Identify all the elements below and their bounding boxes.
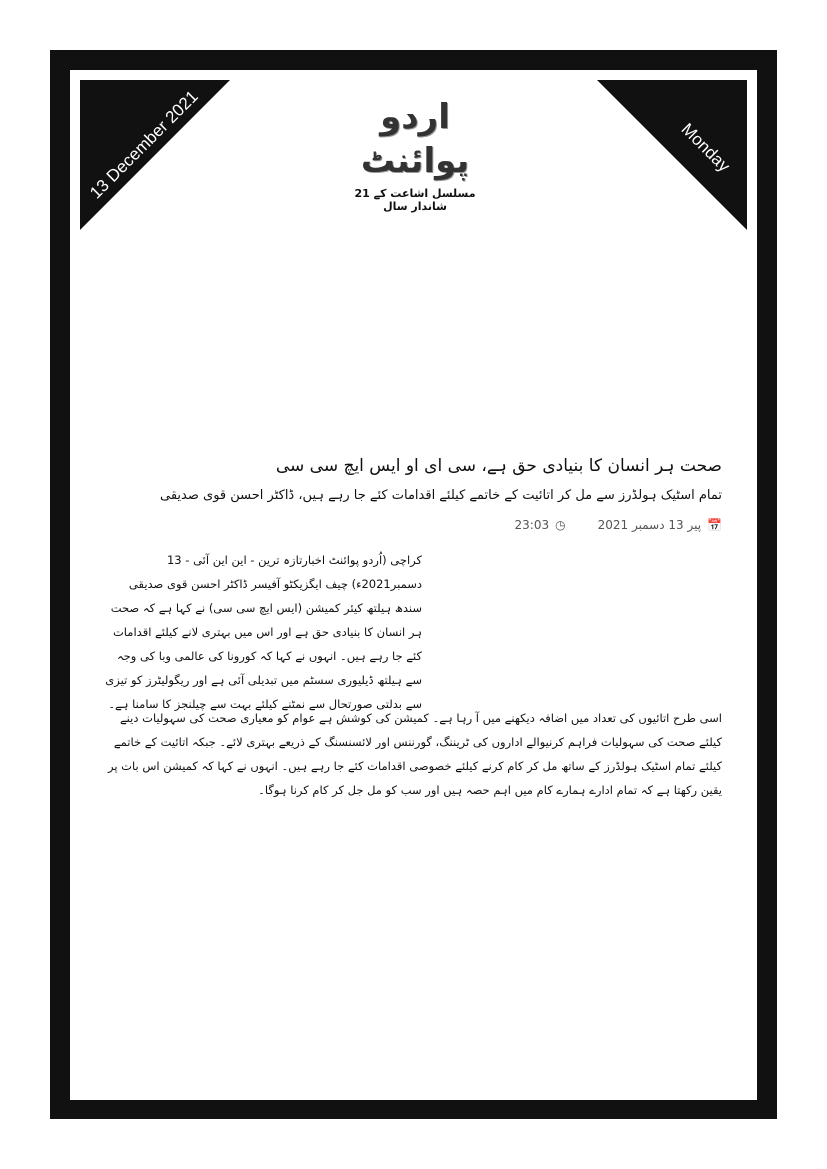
article-paragraph-1: کراچی (اُردو پوائنٹ اخبارتازہ ترین - این این آئی - 13 دسمبر2021ء) چیف ایگزیکٹو آفیسر ڈاکٹر احسن قوی صدیقی سندھ ہیلتھ کیئر کمیشن (ایس ایچ سی سی) نے کہا ہے کہ صحت ہر انسان کا بنیادی حق ہے اور اس میں بہتری لانے کیلئے اقدامات کئے جا رہے ہیں۔ انہوں نے کہا کہ کورونا کی عالمی وبا کی وجہ سے ہیلتھ ڈیلیوری سسٹم میں تبدیلی آئی ہے اور ریگولیٹرز کو تیزی سے بدلتی صورتحال سے نمٹنے کیلئے بہت سے چیلنجز کا سامنا ہے۔ xyxy=(105,553,422,711)
date-corner-banner xyxy=(80,80,230,230)
article-date: پیر 13 دسمبر 2021 xyxy=(597,518,702,532)
article-time: 23:03 xyxy=(514,518,550,532)
article-headline: صحت ہر انسان کا بنیادی حق ہے، سی ای او ایس ایچ سی سی xyxy=(275,456,722,476)
logo-tagline: مسلسل اشاعت کے 21 شاندار سال xyxy=(354,187,476,213)
article-subheadline: تمام اسٹیک ہولڈرز سے مل کر اتائیت کے خاتمے کیلئے اقدامات کئے جا رہے ہیں، ڈاکٹر احسن قوی صدیقی xyxy=(160,488,722,503)
date-label: 13 December 2021 xyxy=(86,86,202,203)
clock-icon: ◷ xyxy=(555,518,566,532)
newspaper-page xyxy=(70,70,757,1100)
article-paragraph-2: اسی طرح اتائیوں کی تعداد میں اضافہ دیکھنے میں آ رہا ہے۔ کمیشن کی کوشش ہے عوام کو معیاری صحت کی سہولیات دینے کیلئے صحت کی سہولیات فراہم کرنیوالے اداروں کی ٹریننگ، گورننس اور لائسنسنگ کے ذریعے بہتری لائے۔ جبکہ اتائیت کے خاتمے کیلئے تمام اسٹیک ہولڈرز کے ساتھ مل کر کام کرنے کیلئے خصوصی اقدامات کئے جا رہے ہیں۔ انہوں نے کہا کہ کمیشن اس بات پر یقین رکھتا ہے کہ تمام ادارے ہمارے کام میں اہم حصہ ہیں اور سب کو مل جل کر کام کرنا ہوگا۔ xyxy=(107,711,722,797)
day-label: Monday xyxy=(677,119,734,176)
calendar-icon: 📅 xyxy=(707,518,722,532)
article-meta xyxy=(515,518,722,532)
logo-name: اردو پوائنٹ xyxy=(360,97,470,181)
urdupoint-logo xyxy=(340,95,490,213)
